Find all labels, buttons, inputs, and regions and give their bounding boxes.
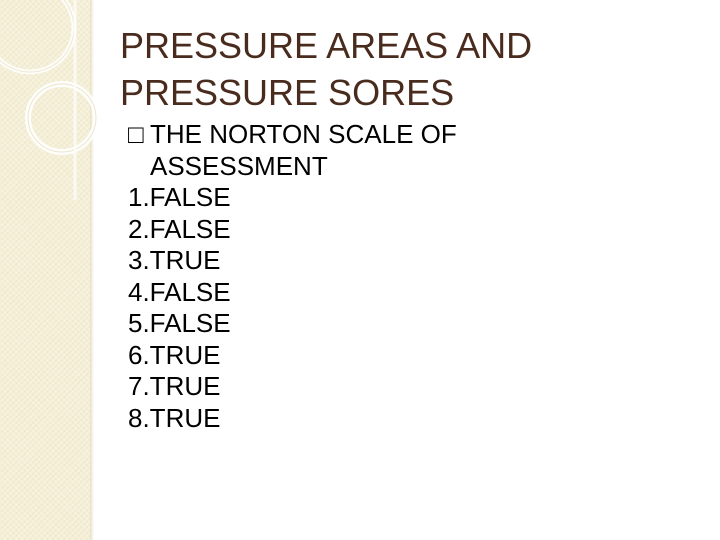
decorative-rings bbox=[0, 0, 130, 200]
list-item: 7.TRUE bbox=[128, 371, 221, 401]
title-line-2: PRESSURE SORES bbox=[120, 72, 455, 113]
list-item: 3.TRUE bbox=[128, 245, 221, 275]
subtitle-line-1: THE NORTON SCALE OF bbox=[150, 119, 457, 149]
bullet-icon: □ bbox=[128, 119, 144, 149]
list-item: 1.FALSE bbox=[128, 182, 231, 212]
subtitle-bullet bbox=[128, 119, 688, 151]
answer-list bbox=[128, 182, 688, 434]
subtitle-line-2: ASSESSMENT bbox=[150, 150, 328, 181]
list-item: 5.FALSE bbox=[128, 308, 231, 338]
list-item: 6.TRUE bbox=[128, 339, 221, 370]
slide-body bbox=[128, 119, 688, 434]
list-item: 4.FALSE bbox=[128, 276, 231, 307]
title-line-1: PRESSURE AREAS AND bbox=[120, 25, 533, 66]
list-item: 8.TRUE bbox=[128, 402, 221, 433]
slide-title bbox=[120, 22, 700, 116]
list-item: 2.FALSE bbox=[128, 213, 231, 244]
